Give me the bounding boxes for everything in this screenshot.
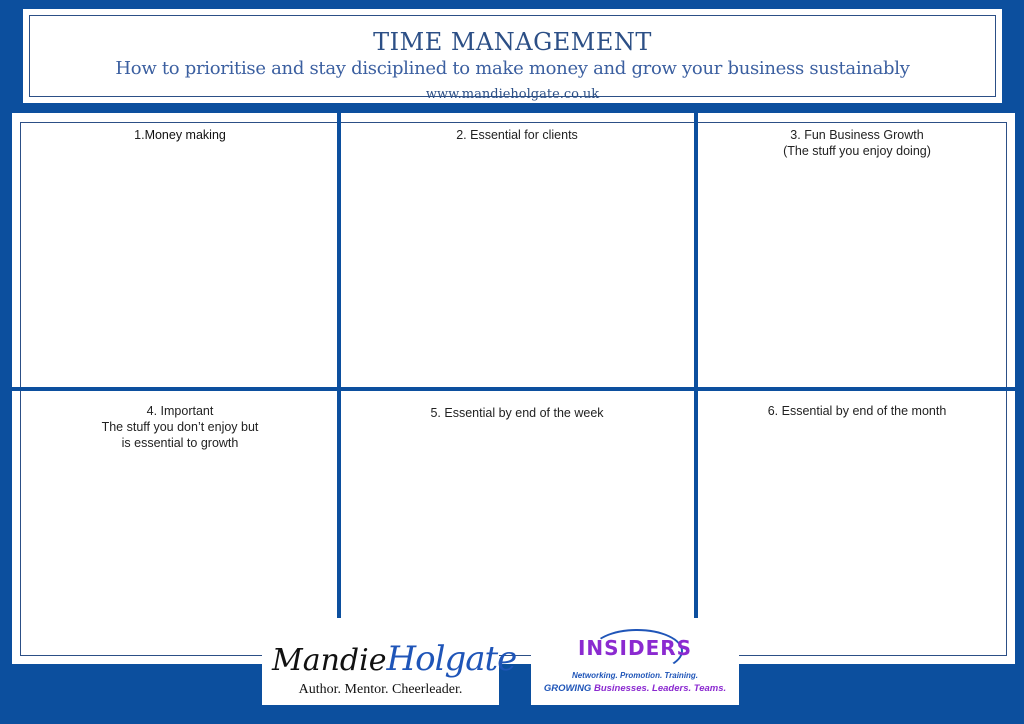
page-title: TIME MANAGEMENT [373, 28, 652, 56]
mandie-holgate-logo [262, 625, 517, 705]
priority-grid [12, 113, 1015, 664]
logo-last-name: Holgate [386, 639, 517, 679]
cell-title: Money making [144, 128, 226, 142]
logo-tagline: Author. Mentor. Cheerleader. [298, 682, 463, 697]
cell-number: 5. [430, 406, 441, 420]
cell-end-of-month [712, 403, 1002, 419]
logo-name [272, 639, 516, 679]
cell-number: 1. [134, 128, 145, 142]
insiders-tagline-2 [531, 683, 739, 694]
cell-subtitle: (The stuff you enjoy doing) [783, 144, 931, 158]
page-subtitle: How to prioritise and stay disciplined to make money and grow your business sustainably [115, 58, 910, 79]
cell-end-of-week [357, 405, 677, 421]
insiders-name: INSIDERS [577, 636, 693, 660]
insiders-growing: GROWING [543, 683, 592, 694]
cell-title: Essential by end of the week [444, 406, 604, 420]
cell-number: 4. [146, 404, 158, 418]
cell-number: 6. [767, 404, 779, 418]
cell-subtitle-1: The stuff you don’t enjoy but [101, 420, 259, 434]
insiders-tagline-1: Networking. Promotion. Training. [571, 671, 699, 680]
header-border [29, 15, 996, 102]
logo-first-name: Mandie [272, 643, 387, 678]
cell-fun-growth [712, 127, 1002, 159]
cell-money-making [42, 127, 318, 143]
insiders-tagline-rest: Businesses. Leaders. Teams. [593, 683, 727, 694]
cell-number: 2. [456, 128, 467, 142]
cell-important [42, 403, 318, 451]
cell-title: Important [160, 404, 214, 418]
website-link[interactable]: www.mandieholgate.co.uk [425, 87, 600, 102]
grid-divider-vertical-1 [337, 113, 341, 618]
cell-title: Essential for clients [470, 128, 578, 142]
insiders-logo [531, 625, 739, 705]
grid-divider-vertical-2 [694, 113, 698, 618]
cell-essential-clients [357, 127, 677, 143]
cell-number: 3. [790, 128, 801, 142]
grid-divider-horizontal [12, 387, 1015, 391]
cell-subtitle-2: is essential to growth [121, 436, 239, 450]
cell-title: Essential by end of the month [781, 404, 947, 418]
header-panel [23, 9, 1002, 103]
cell-title: Fun Business Growth [804, 128, 924, 142]
